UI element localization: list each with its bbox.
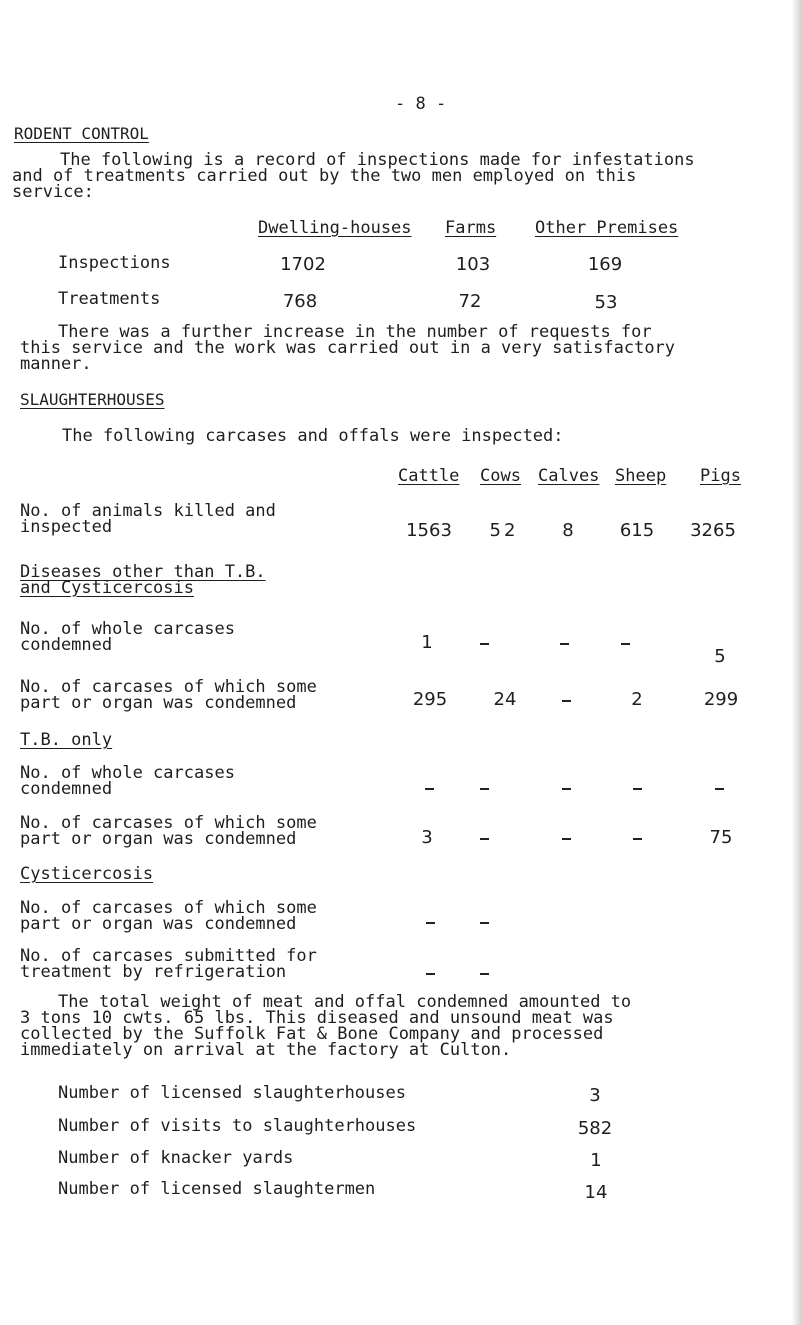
diseases-part-cattle: 295: [412, 689, 448, 710]
diseases-whole-label: [20, 621, 235, 653]
row-label-line: part or organ was condemned: [20, 829, 297, 849]
cyst-refrigeration-cattle-dash: [426, 973, 435, 975]
summary-value-knacker-yards: 1: [590, 1150, 602, 1171]
row-label-treatments: Treatments: [58, 289, 161, 309]
row-label-line: part or organ was condemned: [20, 693, 297, 713]
section-cysticercosis-title: Cysticercosis: [20, 864, 154, 884]
diseases-whole-sheep-dash: [621, 643, 630, 645]
cyst-part-label: [20, 900, 317, 932]
rodent-intro: [12, 150, 695, 202]
row-label-line: condemned: [20, 635, 113, 655]
diseases-part-calves-dash: [562, 700, 571, 702]
tb-whole-calves-dash: [562, 788, 571, 790]
tb-whole-cows-dash: [480, 788, 489, 790]
killed-calves: 8: [562, 520, 574, 541]
row-label-line: No. of carcases of which some: [20, 898, 317, 918]
tb-whole-label: [20, 765, 235, 797]
page-number: - 8 -: [395, 94, 447, 114]
weight-note-line: collected by the Suffolk Fat & Bone Company and processed: [20, 1024, 604, 1044]
cyst-refrigeration-label: [20, 948, 317, 980]
row-label-line: treatment by refrigeration: [20, 962, 287, 982]
treatments-farms: 72: [458, 291, 482, 312]
rodent-note-line: this service and the work was carried out in a very satisfactory: [20, 338, 676, 358]
page-edge-shadow: [791, 0, 801, 1325]
row-label-line: No. of whole carcases: [20, 619, 235, 639]
col-sheep: Sheep: [615, 466, 667, 486]
tb-part-calves-dash: [562, 838, 571, 840]
killed-pigs: 3265: [690, 520, 736, 541]
tb-part-cows-dash: [480, 838, 489, 840]
inspections-other: 169: [587, 254, 623, 275]
tb-part-label: [20, 815, 317, 847]
diseases-part-cows: 24: [493, 689, 517, 710]
section-title-line: and Cysticercosis: [20, 578, 194, 598]
weight-note-line: 3 tons 10 cwts. 65 lbs. This diseased and unsound meat was: [20, 1008, 614, 1028]
diseases-whole-cows-dash: [480, 643, 489, 645]
col-dwelling-houses: Dwelling-houses: [258, 218, 412, 238]
summary-label-slaughterhouses: Number of licensed slaughterhouses: [58, 1083, 406, 1103]
rodent-control-heading: RODENT CONTROL: [14, 124, 149, 143]
col-cattle: Cattle: [398, 466, 460, 486]
row-label-inspections: Inspections: [58, 253, 171, 273]
inspections-farms: 103: [455, 254, 491, 275]
killed-sheep: 615: [619, 520, 655, 541]
summary-value-slaughterhouses: 3: [589, 1085, 601, 1106]
tb-whole-cattle-dash: [425, 788, 434, 790]
killed-label-line: No. of animals killed and: [20, 501, 276, 521]
rodent-intro-line: service:: [12, 182, 94, 202]
weight-note-line: immediately on arrival at the factory at Culton.: [20, 1040, 512, 1060]
col-other-premises: Other Premises: [535, 218, 679, 238]
tb-part-cattle: 3: [421, 827, 433, 848]
summary-label-visits: Number of visits to slaughterhouses: [58, 1116, 417, 1136]
section-diseases-title: [20, 564, 266, 596]
weight-note: [20, 992, 632, 1060]
row-label-line: No. of carcases of which some: [20, 677, 317, 697]
tb-whole-sheep-dash: [633, 788, 642, 790]
diseases-part-pigs: 299: [703, 689, 739, 710]
diseases-part-sheep: 2: [631, 689, 643, 710]
tb-part-sheep-dash: [633, 838, 642, 840]
diseases-whole-calves-dash: [560, 643, 569, 645]
section-tb-title: T.B. only: [20, 730, 113, 750]
row-label-line: No. of carcases submitted for: [20, 946, 317, 966]
tb-part-pigs: 75: [709, 827, 733, 848]
diseases-whole-pigs: 5: [714, 646, 726, 667]
tb-whole-pigs-dash: [715, 788, 724, 790]
cyst-part-cows-dash: [480, 922, 489, 924]
row-label-line: No. of carcases of which some: [20, 813, 317, 833]
treatments-dwelling: 768: [282, 291, 318, 312]
weight-note-line: The total weight of meat and offal condemned amounted to: [58, 992, 632, 1012]
killed-label: [20, 503, 276, 535]
summary-value-slaughtermen: 14: [584, 1182, 608, 1203]
summary-label-knacker-yards: Number of knacker yards: [58, 1148, 294, 1168]
summary-value-visits: 582: [577, 1118, 613, 1139]
treatments-other: 53: [594, 292, 618, 313]
col-farms: Farms: [445, 218, 497, 238]
killed-label-line: inspected: [20, 517, 113, 537]
row-label-line: condemned: [20, 779, 113, 799]
col-calves: Calves: [538, 466, 600, 486]
slaughterhouses-heading: SLAUGHTERHOUSES: [20, 390, 165, 409]
slaughter-intro: The following carcases and offals were inspected:: [62, 426, 564, 446]
col-cows: Cows: [480, 466, 521, 486]
cyst-part-cattle-dash: [426, 922, 435, 924]
cyst-refrigeration-cows-dash: [480, 973, 489, 975]
section-title-line: Diseases other than T.B.: [20, 562, 266, 582]
row-label-line: part or organ was condemned: [20, 914, 297, 934]
rodent-intro-line: The following is a record of inspections made for infestations: [60, 150, 695, 170]
diseases-whole-cattle: 1: [421, 632, 433, 653]
col-pigs: Pigs: [700, 466, 741, 486]
diseases-part-label: [20, 679, 317, 711]
rodent-note-line: There was a further increase in the number of requests for: [58, 322, 652, 342]
killed-cattle: 1563: [406, 520, 452, 541]
killed-cows: 52: [489, 520, 519, 541]
rodent-intro-line: and of treatments carried out by the two men employed on this: [12, 166, 637, 186]
summary-label-slaughtermen: Number of licensed slaughtermen: [58, 1179, 376, 1199]
rodent-note-line: manner.: [20, 354, 92, 374]
row-label-line: No. of whole carcases: [20, 763, 235, 783]
rodent-note: [20, 322, 676, 374]
inspections-dwelling: 1702: [280, 254, 326, 275]
